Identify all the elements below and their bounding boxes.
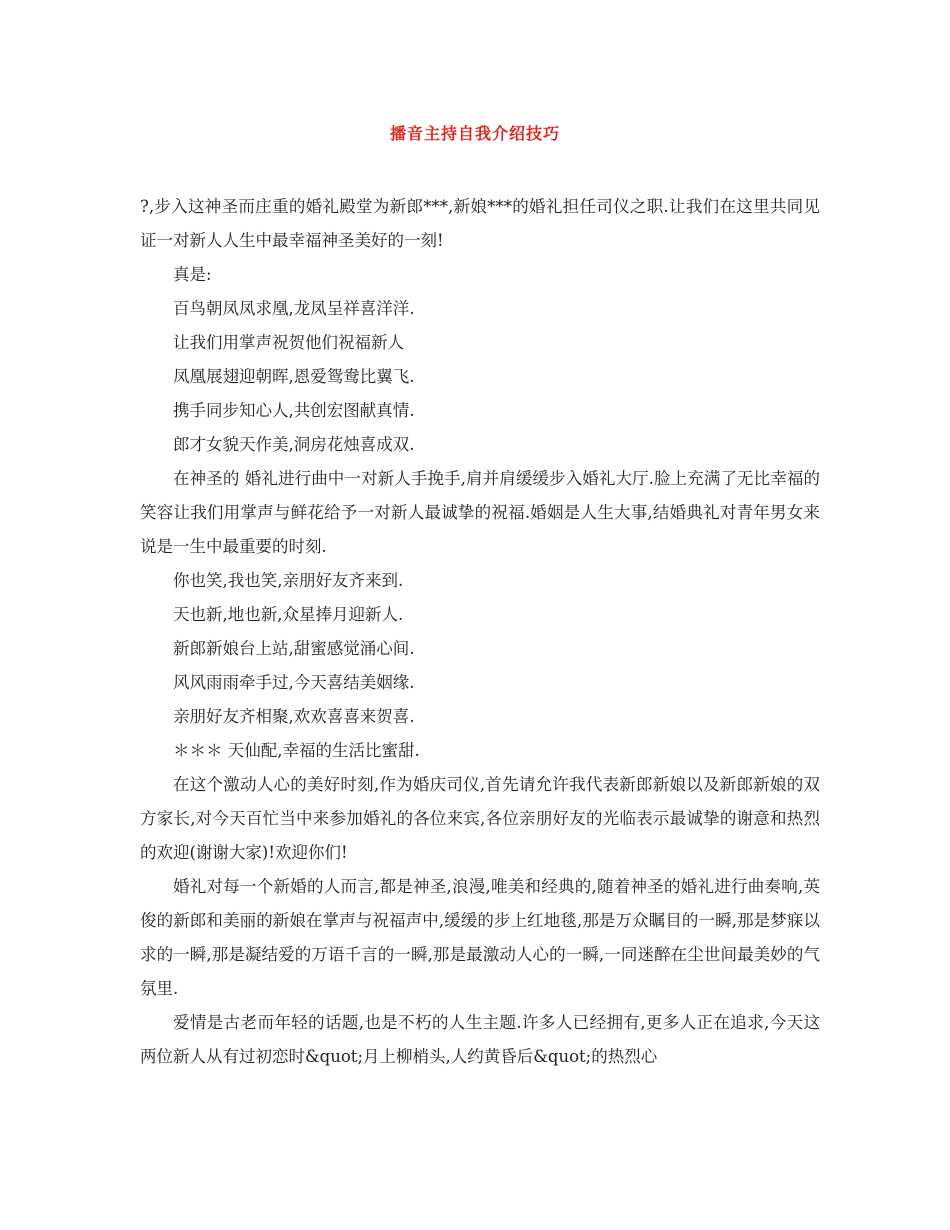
document-body: [140, 190, 820, 1074]
verse-line: 你也笑,我也笑,亲朋好友齐来到.: [173, 571, 404, 590]
paragraph: 爱情是古老而年轻的话题,也是不朽的人生主题.许多人已经拥有,更多人正在追求,今天这两位新人从有过初恋时&quot;月上柳梢头,人约黄昏后&quot;的热烈心: [140, 1013, 820, 1066]
verse-line: 天也新,地也新,众星捧月迎新人.: [173, 605, 404, 624]
verse-line: 风风雨雨牵手过,今天喜结美姻缘.: [173, 673, 415, 692]
verse-line: 让我们用掌声祝贺他们祝福新人: [173, 333, 404, 352]
verse-line: 新郎新娘台上站,甜蜜感觉涌心间.: [173, 639, 415, 658]
paragraph: 婚礼对每一个新婚的人而言,都是神圣,浪漫,唯美和经典的,随着神圣的婚礼进行曲奏响,英俊的新郎和美丽的新娘在掌声与祝福声中,缓缓的步上红地毯,那是万众瞩目的一瞬,那是梦寐以求的一瞬,那是凝结爱的万语千言的一瞬,那是最激动人心的一瞬,一同迷醉在尘世间最美妙的气氛里.: [140, 877, 820, 998]
paragraph: ?,步入这神圣而庄重的婚礼殿堂为新郎***,新娘***的婚礼担任司仪之职.让我们在这里共同见证一对新人人生中最幸福神圣美好的一刻!: [140, 197, 820, 250]
verse-line: 亲朋好友齐相聚,欢欢喜喜来贺喜.: [173, 707, 415, 726]
document-title: 播音主持自我介绍技巧: [389, 124, 560, 143]
verse-line: 携手同步知心人,共创宏图献真情.: [173, 401, 415, 420]
paragraph: 在神圣的 婚礼进行曲中一对新人手挽手,肩并肩缓缓步入婚礼大厅.脸上充满了无比幸福的笑容让我们用掌声与鲜花给予一对新人最诚挚的祝福.婚姻是人生大事,结婚典礼对青年男女来说是一生中最重要的时刻.: [140, 469, 820, 556]
verse-line: 凤凰展翅迎朝晖,恩爱鸳鸯比翼飞.: [173, 367, 415, 386]
paragraph: 在这个激动人心的美好时刻,作为婚庆司仪,首先请允许我代表新郎新娘以及新郎新娘的双方家长,对今天百忙当中来参加婚礼的各位来宾,各位亲朋好友的光临表示最诚挚的谢意和热烈的欢迎(谢谢大家)!欢迎你们!: [140, 775, 820, 862]
paragraph: 真是:: [173, 265, 212, 284]
verse-line: 郎才女貌天作美,洞房花烛喜成双.: [173, 435, 415, 454]
verse-line: ＊＊＊ 天仙配,幸福的生活比蜜甜.: [173, 741, 420, 760]
verse-line: 百鸟朝凤凤求凰,龙凤呈祥喜洋洋.: [173, 299, 415, 318]
